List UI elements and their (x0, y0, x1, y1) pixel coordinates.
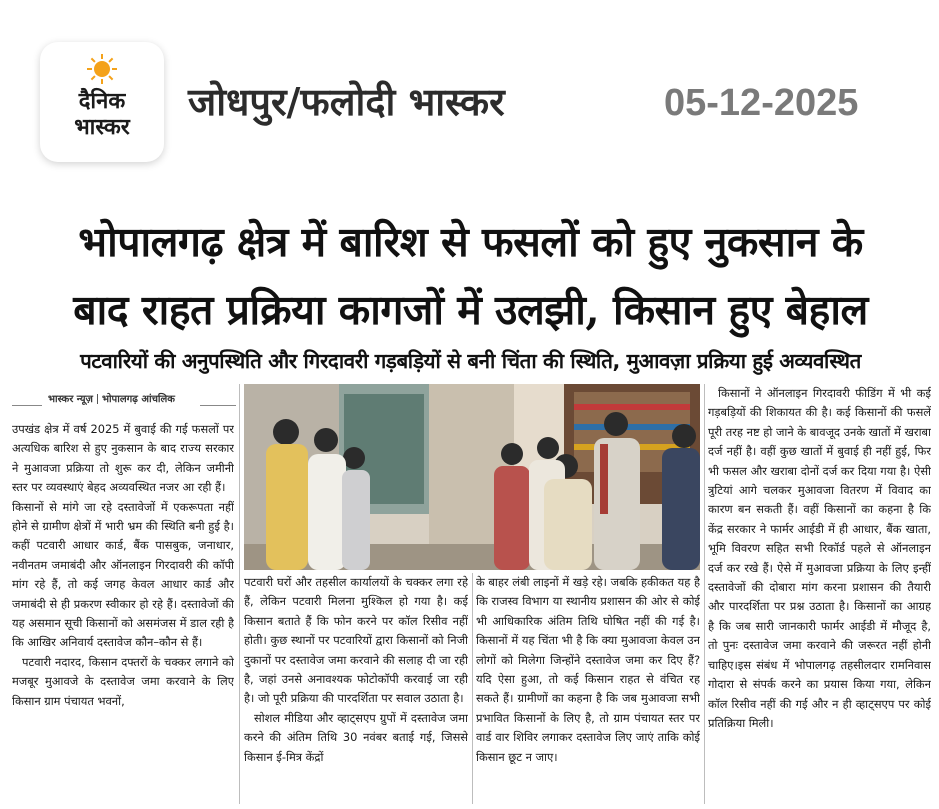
article-column-2 (244, 573, 468, 803)
dainik-bhaskar-logo (40, 42, 164, 162)
byline-rule-right (200, 405, 236, 406)
logo-text-dainik: दैनिक (78, 89, 126, 114)
byline-separator (97, 394, 98, 404)
logo-text-bhaskar: भास्कर (74, 115, 130, 140)
article-column-3 (476, 573, 700, 803)
paragraph: किसानों ने ऑनलाइन गिरदावरी फीडिंग में भी कई गड़बड़ियों की शिकायत की है। कई किसानों की फसलें पूरी तरह नष्ट हो जाने के बावजूद उनके खातों में खराबा दर्ज नहीं है। वहीं कुछ खातों में बुवाई ही नहीं हुई, फिर भी फसल और खराबा दोनों दर्ज कर दिया गया है। ऐसी त्रुटियां आगे चलकर मुआवजा वितरण में विवाद का कारण बन सकती हैं। वहीं किसानों का कहना है कि केंद्र सरकार ने फार्मर आईडी में ही आधार, बैंक खाता, भूमि विवरण सहित सभी रिकॉर्ड पहले से ऑनलाइन दर्ज कर रखे हैं। ऐसे में मुआवजा प्रक्रिया के लिए इन्हीं दस्तावेजों की दोबारा मांग करना प्रशासन की तैयारी और पारदर्शिता पर प्रश्न उठाता है। किसानों का आग्रह है कि जब सारी जानकारी फार्मर आईडी में मौजूद है, तो पुनः दस्तावेज जमा करवाने की जरूरत नहीं होनी चाहिए।इस संबंध में भोपालगढ़ तहसीलदार रामनिवास गोदारा से संपर्क करने का प्रयास किया गया, लेकिन कॉल रिसीव नहीं की गई और न ही व्हाट्सएप पर कोई प्रतिक्रिया मिली। (708, 386, 931, 730)
byline (48, 392, 175, 408)
column-divider (472, 573, 473, 804)
paragraph: पटवारी घरों और तहसील कार्यालयों के चक्कर लगा रहे हैं, लेकिन पटवारी मिलना मुश्किल हो गया है। कई किसान बताते हैं कि फोन करने पर कॉल रिसीव नहीं होती। कुछ स्थानों पर पटवारियों द्वारा किसानों को निजी दुकानों पर दस्तावेज जमा करवाने की सलाह दी जा रही है, जहां उनसे अनावश्यक फोटोकॉपी करवाई जा रही है। जो पूरी प्रक्रिया की पारदर्शिता पर सवाल उठाता है। (244, 575, 468, 706)
byline-rule-left (12, 405, 42, 406)
column-divider (704, 384, 705, 804)
news-photo-farmers-at-shop (244, 384, 700, 570)
headline-line-2: बाद राहत प्रक्रिया कागजों में उलझी, किसान हुए बेहाल (73, 286, 868, 334)
sun-icon (87, 54, 117, 84)
paragraph: के बाहर लंबी लाइनों में खड़े रहे। जबकि हकीकत यह है कि राजस्व विभाग या स्थानीय प्रशासन की ओर से कोई भी आधिकारिक अंतिम तिथि घोषित नहीं की गई है। किसानों में यह चिंता भी है कि क्या मुआवजा केवल उन लोगों को मिलेगा जिन्होंने दस्तावेज जमा कर दिए हैं? यदि ऐसा हुआ, तो कई किसान राहत से वंचित रह सकते हैं। ग्रामीणों का कहना है कि जब मुआवजा सभी प्रभावित किसानों के लिए है, तो ग्राम पंचायत स्तर पर वार्ड वार शिविर लगाकर दस्तावेज लिए जाएं ताकि कोई किसान छूट न जाए। (476, 575, 700, 764)
byline-source: भास्कर न्यूज़ (48, 394, 93, 405)
byline-place: भोपालगढ़ आंचलिक (101, 394, 175, 405)
paragraph: किसानों से मांगे जा रहे दस्तावेजों में एकरूपता नहीं होने से ग्रामीण क्षेत्रों में भारी भ्रम की स्थिति बनी हुई है। कहीं पटवारी आधार कार्ड, बैंक पासबुक, जनाधार, नवीनतम जमाबंदी और ऑनलाइन गिरदावरी की कॉपी मांग रहे हैं, तो कई जगह केवल आधार कार्ड और जमाबंदी से ही प्रकरण स्वीकार हो रहे हैं। दस्तावेजों की यह असमान सूची किसानों को असमंजस में डाल रही है कि आखिर अनिवार्य दस्तावेज कौन–कौन से हैं। (12, 499, 234, 650)
article-column-4 (708, 384, 931, 804)
edition-date: 05-12-2025 (664, 82, 859, 124)
photo-illustration (244, 384, 700, 570)
paragraph: सोशल मीडिया और व्हाट्सएप ग्रुपों में दस्तावेज जमा करने की अंतिम तिथि 30 नवंबर बताई गई, जिससे किसान ई-मित्र केंद्रों (244, 710, 468, 764)
column-divider (239, 384, 240, 804)
article-column-1 (12, 420, 234, 800)
subheadline: पटवारियों की अनुपस्थिति और गिरदावरी गड़बड़ियों से बनी चिंता की स्थिति, मुआवज़ा प्रक्रिया हुई अव्यवस्थित (80, 349, 861, 373)
paragraph: उपखंड क्षेत्र में वर्ष 2025 में बुवाई की गई फसलों पर अत्यधिक बारिश से हुए नुकसान के बाद राज्य सरकार ने मुआवजा प्रक्रिया तो शुरू कर दी, लेकिन जमीनी स्तर पर व्यवस्थाएं बेहद अव्यवस्थित नजर आ रही हैं। (12, 422, 234, 495)
edition-name: जोधपुर/फलोदी भास्कर (188, 80, 505, 124)
headline-line-1: भोपालगढ़ क्षेत्र में बारिश से फसलों को हुए नुकसान के (78, 218, 863, 266)
paragraph: पटवारी नदारद, किसान दफ्तरों के चक्कर लगाने को मजबूर मुआवजे के दस्तावेज जमा करवाने के लिए किसान ग्राम पंचायत भवनों, (12, 654, 234, 708)
